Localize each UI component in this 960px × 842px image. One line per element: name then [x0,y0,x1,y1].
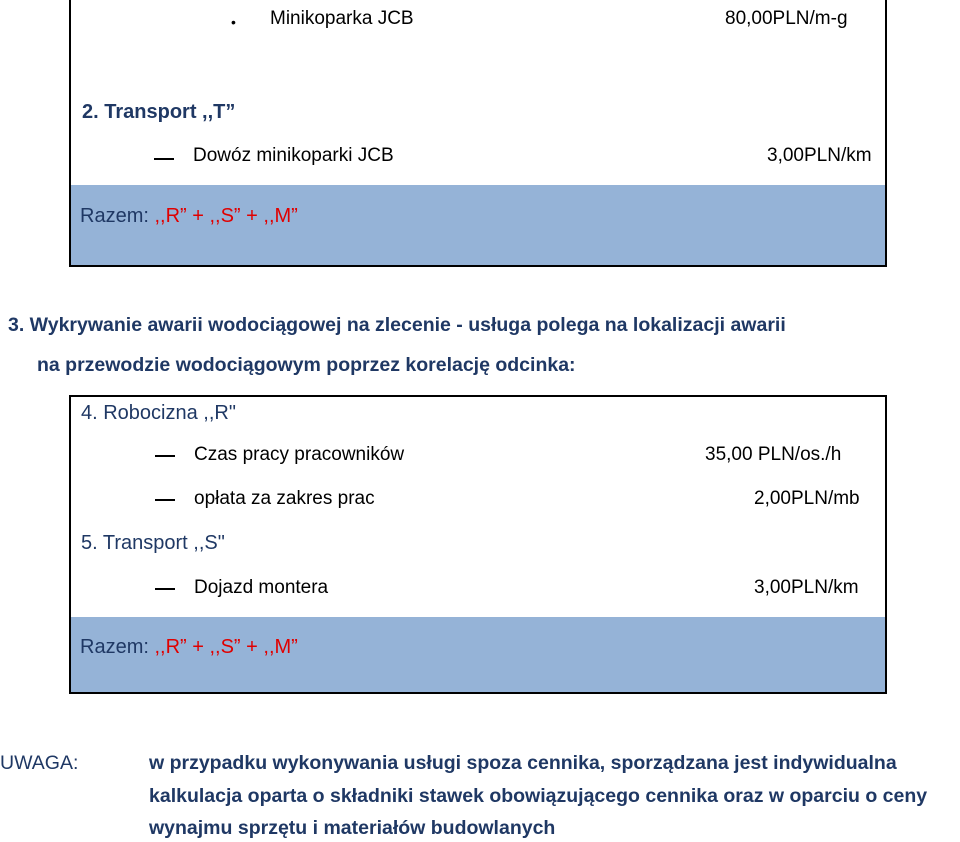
razem-formula: ,,R” + ,,S” + ,,M” [154,205,298,227]
note-label: UWAGA: [0,752,79,774]
razem-formula: ,,R” + ,,S” + ,,M” [154,636,298,658]
razem-line [80,205,298,228]
item-price: 2,00PLN/mb [754,488,860,509]
robocizna-heading: 4. Robocizna ,,R" [81,402,236,424]
section-heading-cont: na przewodzie wodociągowym poprzez korelację odcinka: [37,354,576,376]
section-heading: 3. Wykrywanie awarii wodociągowej na zlecenie - usługa polega na lokalizacji awarii [8,314,786,336]
item-label: opłata za zakres prac [194,488,375,509]
pricing-box-top [69,0,887,267]
razem-prefix: Razem: [80,636,155,658]
note-line: w przypadku wykonywania usługi spoza cennika, sporządzana jest indywidualna [149,752,897,774]
transport-heading: 2. Transport ,,T” [82,101,236,123]
note-line: kalkulacja oparta o składniki stawek obowiązującego cennika oraz w oparciu o ceny [149,785,928,807]
razem-line [80,636,298,659]
pricing-box-bottom [69,395,887,694]
item-price: 35,00 PLN/os./h [705,444,842,465]
bullet: • [231,14,236,30]
summary-bar [71,185,885,265]
item-price: 80,00PLN/m-g [725,8,848,29]
summary-bar [71,617,885,692]
dash-bullet [155,455,175,457]
item-price: 3,00PLN/km [767,145,872,166]
dash-bullet [154,158,174,160]
dash-bullet [155,588,175,590]
razem-prefix: Razem: [80,205,155,227]
item-label: Dojazd montera [194,577,329,598]
item-label: Minikoparka JCB [270,8,414,29]
item-label: Dowóz minikoparki JCB [193,145,394,166]
item-label: Czas pracy pracowników [194,444,405,465]
note-line: wynajmu sprzętu i materiałów budowlanych [149,817,556,839]
dash-bullet [155,499,175,501]
item-price: 3,00PLN/km [754,577,859,598]
transport-heading: 5. Transport ,,S" [81,532,225,554]
